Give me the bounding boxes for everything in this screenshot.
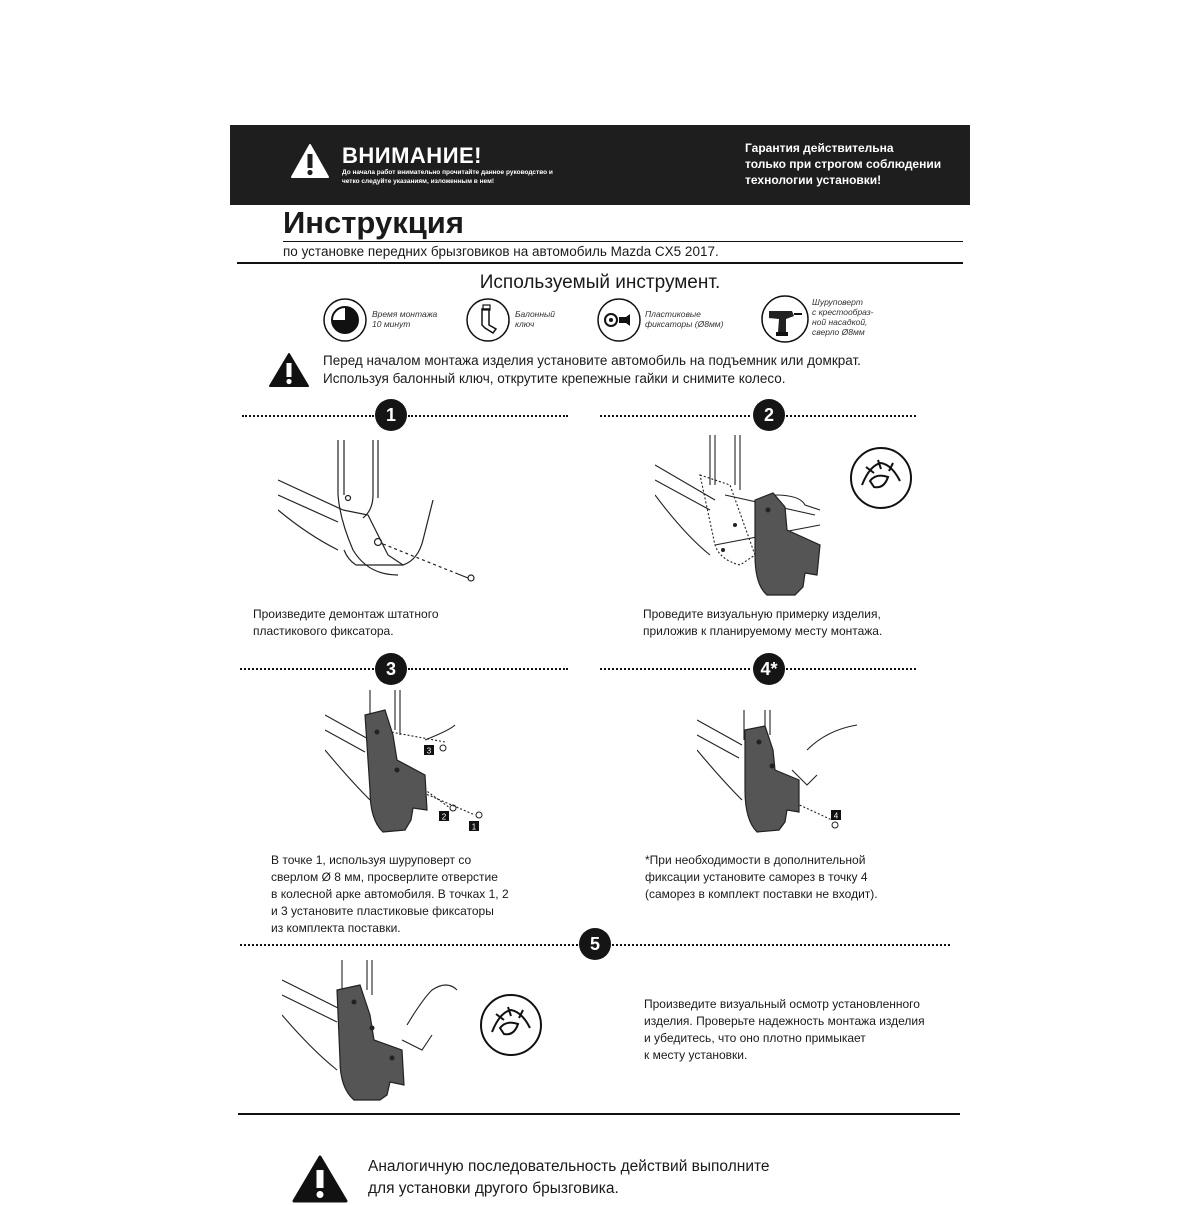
guarantee-note: Гарантия действительна только при строгом соблюдении технологии установки! xyxy=(745,141,942,187)
step-3-illustration xyxy=(325,690,505,840)
header-divider xyxy=(237,262,963,264)
callout-2: 2 xyxy=(441,812,447,822)
callout-1: 1 xyxy=(471,822,477,832)
tool-label-fasteners: Пластиковые фиксаторы (Ø8мм) xyxy=(645,309,724,329)
title-rule xyxy=(283,241,963,242)
warning-icon xyxy=(290,143,330,179)
banner-note: До начала работ внимательно прочитайте данное руководство и четко следуйте указаниям, изложенным в нем! xyxy=(342,169,553,185)
drill-icon xyxy=(760,294,810,344)
warning-banner xyxy=(230,125,970,205)
step-5-text: Произведите визуальный осмотр установленного изделия. Проверьте надежность монтажа изделия и убедитесь, что оно плотно примыкает к месту установки. xyxy=(644,997,925,1062)
step-5-illustration xyxy=(282,960,462,1105)
page-subtitle: по установке передних брызговиков на автомобиль Mazda CX5 2017. xyxy=(283,244,719,259)
step-divider xyxy=(786,668,916,670)
final-note: Аналогичную последовательность действий выполните для установки другого брызговика. xyxy=(368,1158,770,1197)
fastener-icon xyxy=(596,297,642,343)
step-2-number: 2 xyxy=(753,399,785,431)
step-2-text: Проведите визуальную примерку изделия, приложив к планируемому месту монтажа. xyxy=(643,607,883,638)
step-1-illustration xyxy=(278,440,498,590)
step-4-illustration xyxy=(697,700,867,840)
step-divider xyxy=(786,415,916,417)
eye-inspection-icon xyxy=(478,992,544,1058)
tool-label-wrench: Балонный ключ xyxy=(515,309,556,329)
warning-icon xyxy=(292,1155,348,1205)
tool-label-drill: Шуруповерт с крестообраз- ной насадкой, сверло Ø8мм xyxy=(812,297,874,337)
step-divider xyxy=(408,668,568,670)
clock-icon xyxy=(322,297,368,343)
wrench-icon xyxy=(465,297,511,343)
step-5-number: 5 xyxy=(579,928,611,960)
footer-divider xyxy=(238,1113,960,1115)
step-divider xyxy=(408,415,568,417)
step-divider xyxy=(240,944,578,946)
step-divider xyxy=(600,415,750,417)
step-4-number: 4* xyxy=(753,653,785,685)
step-1-number: 1 xyxy=(375,399,407,431)
tool-label-time: Время монтажа 10 минут xyxy=(372,309,438,329)
step-3-number: 3 xyxy=(375,653,407,685)
step-1-text: Произведите демонтаж штатного пластикового фиксатора. xyxy=(253,607,439,638)
step-divider xyxy=(600,668,750,670)
step-divider xyxy=(240,668,374,670)
tools-heading: Используемый инструмент. xyxy=(479,272,721,293)
step-divider xyxy=(242,415,374,417)
warning-icon xyxy=(268,352,310,388)
eye-inspection-icon xyxy=(848,445,914,511)
step-4-text: *При необходимости в дополнительной фиксации установите саморез в точку 4 (саморез в комплект поставки не входит). xyxy=(645,853,878,901)
page-title: Инструкция xyxy=(283,205,464,240)
callout-4: 4 xyxy=(833,811,839,821)
callout-3: 3 xyxy=(426,746,432,756)
step-divider xyxy=(612,944,950,946)
pre-installation-warning: Перед началом монтажа изделия установите автомобиль на подъемник или домкрат. Используя балонный ключ, открутите крепежные гайки и снимите колесо. xyxy=(323,353,861,386)
banner-title: ВНИМАНИЕ! xyxy=(342,143,483,168)
step-3-text: В точке 1, используя шуруповерт со сверлом Ø 8 мм, просверлите отверстие в колесной арке автомобиля. В точках 1, 2 и 3 установите пластиковые фиксаторы из комплекта поставки. xyxy=(271,853,509,935)
step-2-illustration xyxy=(655,435,830,605)
